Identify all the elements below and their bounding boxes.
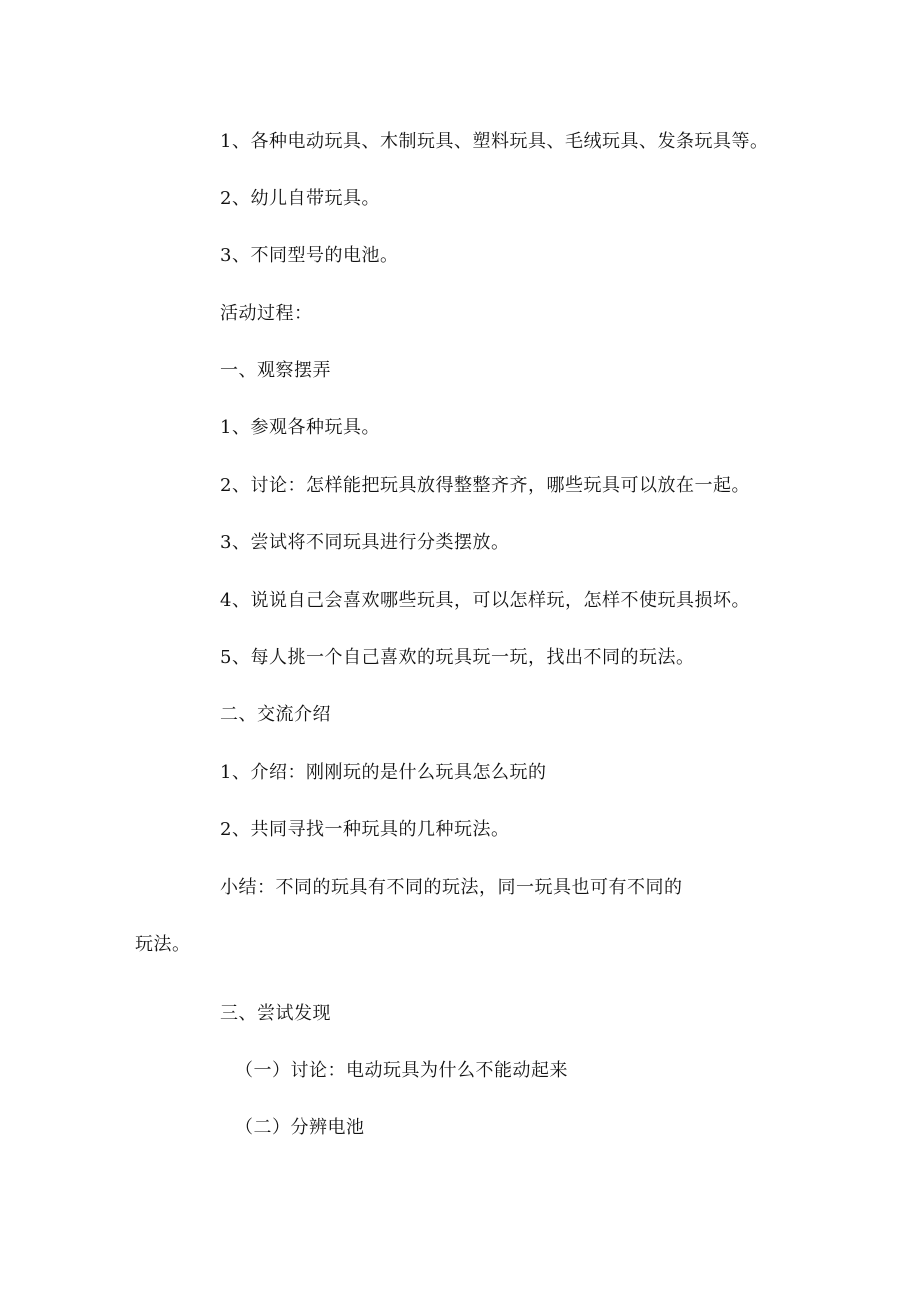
section-heading-exchange: 二、交流介绍 — [220, 704, 331, 725]
section-heading-observe: 一、观察摆弄 — [220, 360, 331, 381]
summary-line-1: 小结：不同的玩具有不同的玩法，同一玩具也可有不同的 — [220, 877, 683, 898]
exchange-step-1: 1、介绍：刚刚玩的是什么玩具怎么玩的 — [220, 762, 547, 783]
observe-step-5: 5、每人挑一个自己喜欢的玩具玩一玩，找出不同的玩法。 — [220, 647, 695, 668]
section-heading-discover: 三、尝试发现 — [220, 1003, 331, 1024]
observe-step-2: 2、讨论：怎样能把玩具放得整整齐齐，哪些玩具可以放在一起。 — [220, 475, 750, 496]
discover-item-2: （二）分辨电池 — [235, 1117, 365, 1138]
exchange-step-2: 2、共同寻找一种玩具的几种玩法。 — [220, 819, 510, 840]
discover-item-1: （一）讨论：电动玩具为什么不能动起来 — [235, 1060, 568, 1081]
observe-step-3: 3、尝试将不同玩具进行分类摆放。 — [220, 532, 510, 553]
material-item-1: 1、各种电动玩具、木制玩具、塑料玩具、毛绒玩具、发条玩具等。 — [220, 131, 769, 152]
section-heading-process: 活动过程： — [220, 303, 313, 324]
material-item-2: 2、幼儿自带玩具。 — [220, 188, 380, 209]
observe-step-1: 1、参观各种玩具。 — [220, 417, 380, 438]
summary-line-2: 玩法。 — [135, 934, 191, 955]
observe-step-4: 4、说说自己会喜欢哪些玩具，可以怎样玩，怎样不使玩具损坏。 — [220, 590, 750, 611]
material-item-3: 3、不同型号的电池。 — [220, 245, 399, 266]
